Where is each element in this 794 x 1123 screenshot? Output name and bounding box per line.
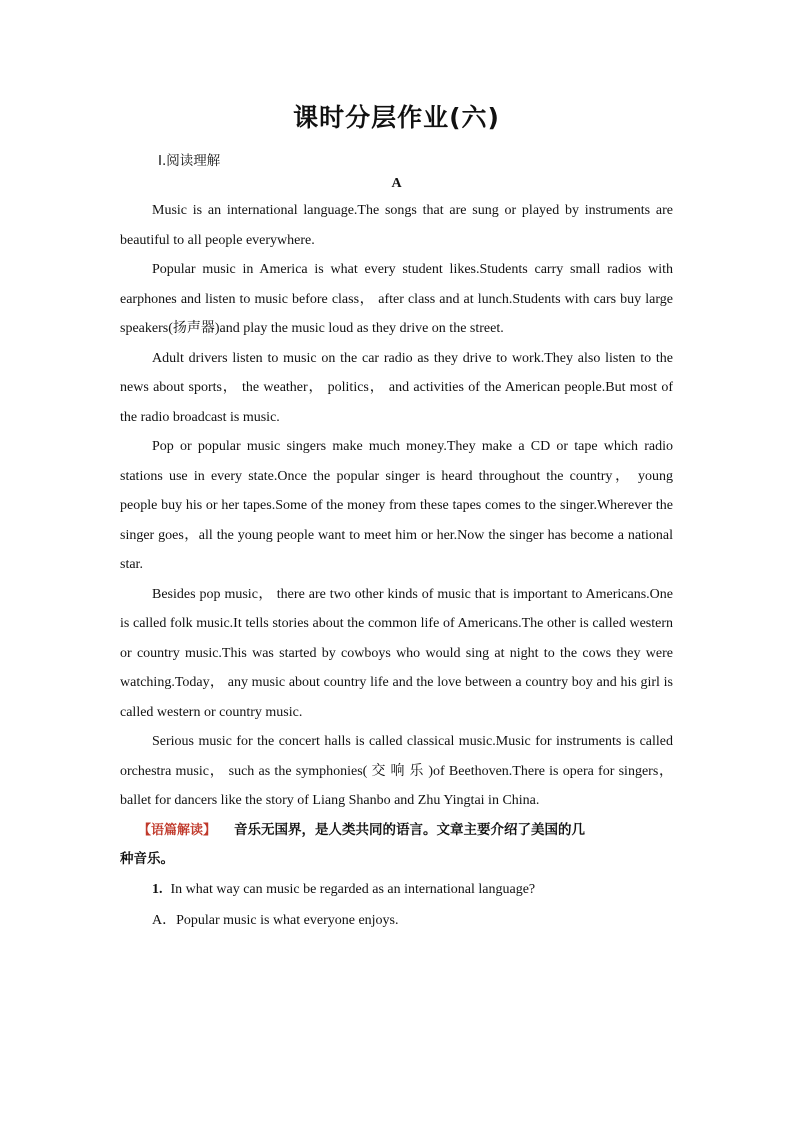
section-heading: Ⅰ.阅读理解 <box>158 153 221 169</box>
question-1 <box>120 874 673 905</box>
page-title: 课时分层作业(六) <box>293 103 500 132</box>
passage-paragraph-4: Pop or popular music singers make much money.They make a CD or tape which radio stations use in every state.Once the popular singer is heard throughout the country， young people buy his or her tapes.Some of the money from these tapes comes to the singer.Wherever the singer goes，all the young people want to meet him or her.Now the singer has become a national star. <box>120 439 673 572</box>
worksheet-page <box>120 96 673 936</box>
passage-paragraph-3: Adult drivers listen to music on the car radio as they drive to work.They also listen to the news about sports， the weather， politics， and activities of the American people.But most of the radio broadcast is music. <box>120 350 673 425</box>
question-text: In what way can music be regarded as an international language? <box>170 881 536 897</box>
passage-summary <box>120 816 673 874</box>
passage-label: A <box>391 176 402 191</box>
passage-paragraph-1: Music is an international language.The songs that are sung or played by instruments are beautiful to all people everywhere. <box>120 203 673 248</box>
summary-text-continued: 种音乐。 <box>120 850 174 867</box>
summary-text: 音乐无国界，是人类共同的语言。文章主要介绍了美国的几 <box>234 821 586 838</box>
summary-tag: 【语篇解读】 <box>138 822 217 838</box>
passage-paragraph-5: Besides pop music， there are two other kinds of music that is important to Americans.One is called folk music.It tells stories about the common life of Americans.The other is called western or country music.This was started by cowboys who would sing at night to the cows they were watching.Today， any music about country life and the love between a country boy and his girl is called western or country music. <box>120 586 673 720</box>
question-number: 1. <box>152 881 163 897</box>
passage-paragraph-6: Serious music for the concert halls is called classical music.Music for instruments is called orchestra music， such as the symphonies( 交 响 乐 )of Beethoven.There is opera for singers， ballet for dancers like the story of Liang Shanbo and Zhu Yingtai in China. <box>120 734 673 808</box>
option-a: A．Popular music is what everyone enjoys. <box>152 912 399 928</box>
passage-paragraph-2: Popular music in America is what every student likes.Students carry small radios with earphones and listen to music before class， after class and at lunch.Students with cars buy large speakers(扬声器)and play the music loud as they drive on the street. <box>120 262 673 336</box>
